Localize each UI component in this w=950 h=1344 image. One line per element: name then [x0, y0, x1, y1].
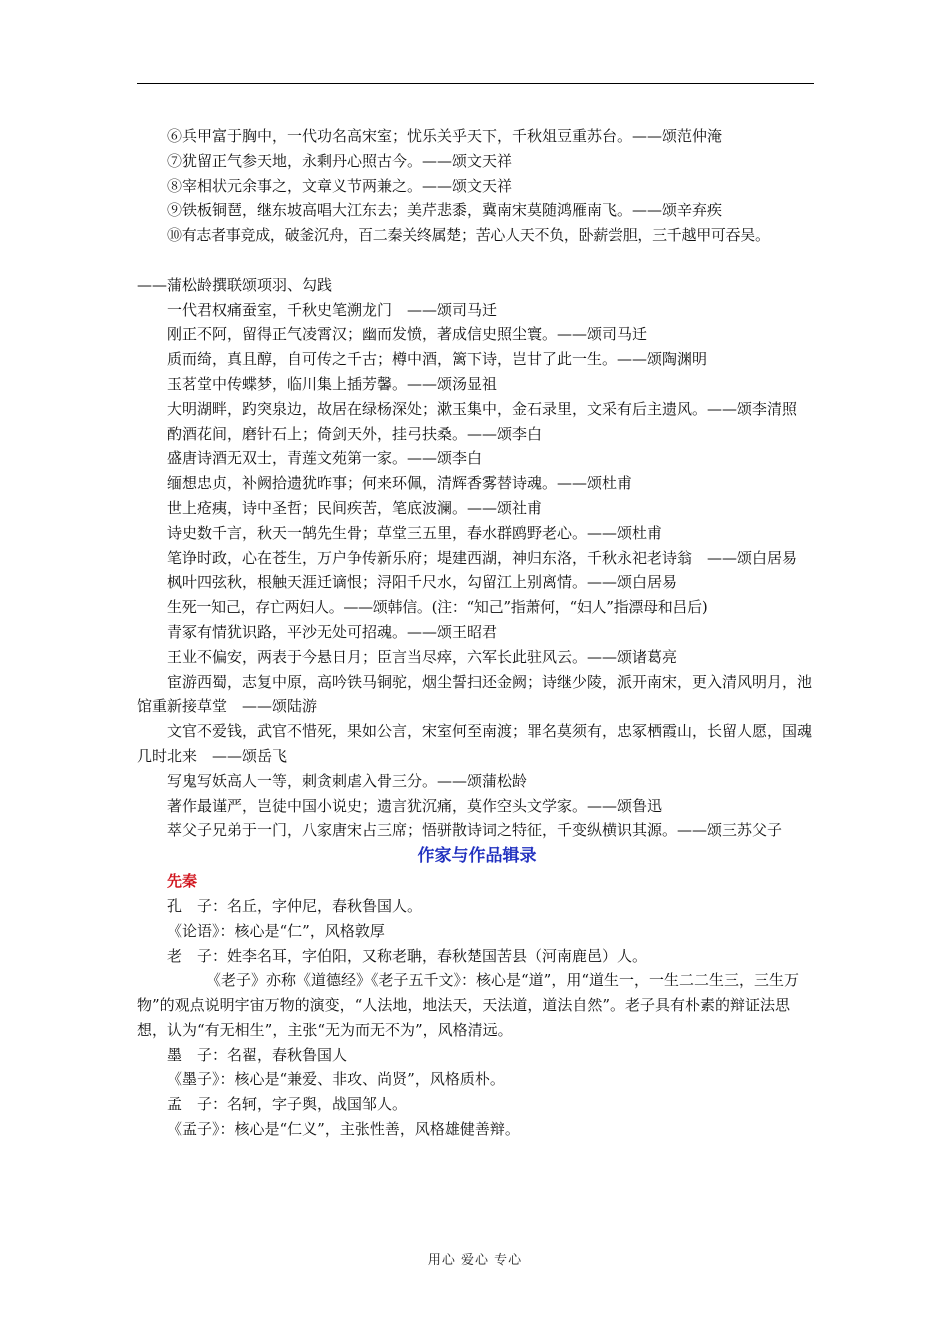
spacer: [137, 248, 817, 273]
couplet-line: 生死一知己，存亡两妇人。——颂韩信。(注：“知己”指萧何，“妇人”指漂母和吕后): [167, 598, 708, 617]
author-entry: 老 子：姓李名耳，字伯阳，又称老聃，春秋楚国苦县（河南鹿邑）人。: [167, 946, 648, 965]
couplet-line: 文官不爱钱，武官不惜死，果如公言，宋室何至南渡；罪名莫须有，忠冢栖霞山，长留人愿，国魂几时北来 ——颂岳飞: [137, 722, 813, 765]
couplet-line: 笔诤时政，心在苍生，万户争传新乐府；堤建西湖，神归东洛，千秋永祀老诗翁 ——颂白居易: [167, 548, 798, 567]
couplet-line: 酌酒花间，磨针石上；倚剑天外，挂弓扶桑。——颂李白: [167, 424, 543, 443]
couplet-line: ⑦犹留正气参天地，永剩丹心照古今。——颂文天祥: [167, 151, 513, 170]
work-entry: 《墨子》：核心是“兼爱、非攻、尚贤”，风格质朴。: [167, 1070, 505, 1089]
couplet-line: ⑥兵甲富于胸中，一代功名高宋室；忧乐关乎天下，千秋俎豆重苏台。——颂范仲淹: [167, 127, 723, 145]
couplet-line: 枫叶四弦秋，根触天涯迁谪恨；浔阳千尺水，勾留江上别离情。——颂白居易: [167, 573, 678, 592]
couplet-line: 世上疮痍，诗中圣哲；民间疾苦，笔底波澜。——颂社甫: [167, 498, 543, 517]
couplet-line: 大明湖畔，趵突泉边，故居在绿杨深处；漱玉集中，金石录里，文采有后主遗风。——颂李清照: [167, 399, 798, 418]
couplet-line: 诗史数千言，秋天一鹄先生骨；草堂三五里，春水群鸥野老心。——颂杜甫: [167, 523, 663, 542]
work-entry: 《老子》亦称《道德经》《老子五千文》：核心是“道”，用“道生一，一生二二生三，三生万物”的观点说明宇宙万物的演变，“人法地，地法天，天法道，道法自然”。老子具有朴素的辩证法思想，认为“有无相生”，主张“无为而无不为”，风格清远。: [137, 971, 800, 1039]
couplet-line: 宦游西蜀，志复中原，高吟铁马铜驼，烟尘誓扫还金阙；诗继少陵，派开南宋，更入清风明月，池馆重新接草堂 ——颂陆游: [137, 672, 813, 716]
header-rule: [137, 83, 814, 84]
couplet-line: ⑨铁板铜琶，继东坡高唱大江东去；美芹悲黍，冀南宋莫随鸿雁南飞。——颂辛弃疾: [167, 201, 723, 220]
author-entry: 孔 子：名丘，字仲尼，春秋鲁国人。: [167, 896, 423, 915]
page-footer: 用心 爱心 专心: [427, 1253, 523, 1268]
author-entry: 孟 子：名轲，字子舆，战国邹人。: [167, 1095, 408, 1114]
document-body: [137, 124, 817, 1142]
couplet-line: 缅想忠贞，补阙拾遗犹昨事；何来环佩，清辉香雾替诗魂。——颂杜甫: [167, 474, 633, 493]
work-entry: 《论语》：核心是“仁”，风格敦厚: [167, 921, 385, 940]
couplet-line: ⑧宰相状元余事之，文章义节两兼之。——颂文天祥: [167, 176, 513, 195]
couplet-line: 盛唐诗酒无双士，青莲文苑第一家。——颂李白: [167, 449, 483, 468]
couplet-line: 质而绮，真且醇，自可传之千古；樽中酒，篱下诗，岂甘了此一生。——颂陶渊明: [167, 350, 708, 369]
author-entry: 墨 子：名翟，春秋鲁国人: [167, 1045, 348, 1064]
couplet-line: 刚正不阿，留得正气凌霄汉；幽而发愤，著成信史照尘寰。——颂司马迁: [167, 325, 648, 344]
couplet-line: 著作最谨严，岂徒中国小说史；遗言犹沉痛，莫作空头文学家。——颂鲁迅: [167, 796, 663, 815]
work-entry: 《孟子》：核心是“仁义”，主张性善，风格雄健善辩。: [167, 1120, 520, 1139]
couplet-line: 一代君权痛蚕室，千秋史笔溯龙门 ——颂司马迁: [167, 300, 498, 319]
couplet-line: 写鬼写妖高人一等，刺贪刺虐入骨三分。——颂蒲松龄: [167, 771, 528, 790]
couplet-line: 萃父子兄弟于一门，八家唐宋占三席；悟骈散诗词之特征，千变纵横识其源。——颂三苏父子: [167, 821, 783, 840]
section-title: 作家与作品辑录: [417, 846, 537, 867]
couplet-line: 玉茗堂中传蝶梦，临川集上插芳馨。——颂汤显祖: [167, 374, 498, 393]
era-heading: 先秦: [167, 872, 198, 891]
couplet-line: 王业不偏安，两表于今悬日月；臣言当尽瘁，六军长此驻风云。——颂诸葛亮: [167, 647, 678, 666]
couplet-line: ⑩有志者事竞成，破釜沉舟，百二秦关终属楚；苦心人天不负，卧薪尝胆，三千越甲可吞吴。: [167, 226, 770, 245]
couplet-attribution: ——蒲松龄撰联颂项羽、勾践: [137, 275, 333, 294]
couplet-line: 青冢有情犹识路，平沙无处可招魂。——颂王昭君: [167, 622, 498, 641]
